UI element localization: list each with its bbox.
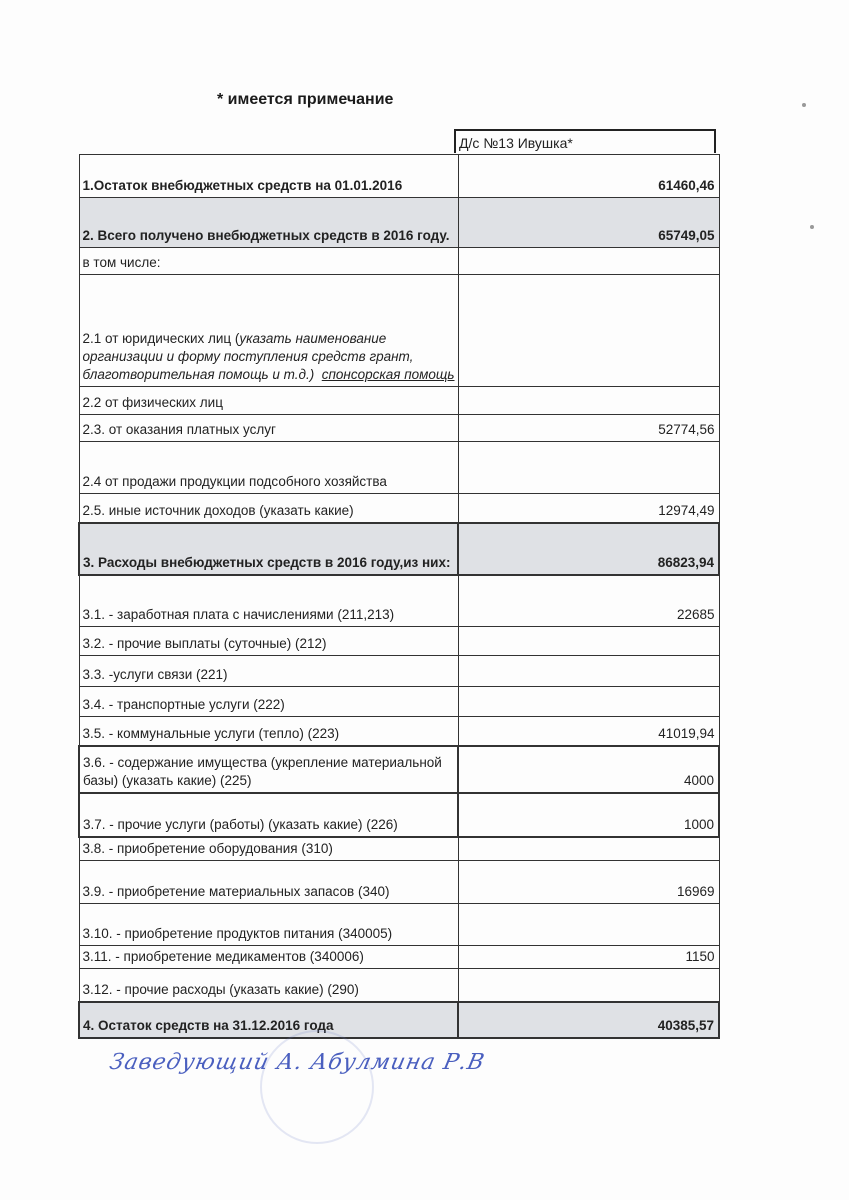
table-row [79,198,719,248]
row-label: 3.12. - прочие расходы (указать какие) (290) [79,968,458,1002]
finance-report-table [78,154,720,1039]
row-label: 3. Расходы внебюджетных средств в 2016 году,из них: [79,523,458,575]
note-heading: * имеется примечание [217,91,394,108]
table-row [79,387,719,415]
row-label: 3.5. - коммунальные услуги (тепло) (223) [79,717,458,746]
table-row [79,903,719,945]
table-row [79,945,719,968]
row-value [458,627,719,656]
column-header: Д/с №13 Ивушка* [454,129,716,153]
scan-speck [810,225,814,229]
table-row [79,523,719,575]
row-label: 3.3. -услуги связи (221) [79,656,458,687]
row-label: 3.7. - прочие услуги (работы) (указать какие) (226) [79,793,458,837]
row-value: 4000 [458,746,719,793]
row-value: 22685 [458,575,719,627]
row-value: 1000 [458,793,719,837]
row-value [458,656,719,687]
table-row [79,155,719,198]
table-row [79,793,719,837]
table-row [79,687,719,717]
row-value: 86823,94 [458,523,719,575]
row-label: в том числе: [79,248,458,275]
row-label: 3.10. - приобретение продуктов питания (340005) [79,903,458,945]
row-label: 3.4. - транспортные услуги (222) [79,687,458,717]
row-value [458,275,719,387]
row-label: 3.8. - приобретение оборудования (310) [79,837,458,861]
table-row [79,746,719,793]
table-row [79,415,719,442]
table-row [79,860,719,903]
row-value: 52774,56 [458,415,719,442]
row-value: 65749,05 [458,198,719,248]
scan-mark [335,14,425,20]
row-label: 2. Всего получено внебюджетных средств в 2016 году. [79,198,458,248]
row-label: 3.2. - прочие выплаты (суточные) (212) [79,627,458,656]
row-label: 1.Остаток внебюджетных средств на 01.01.2016 [79,155,458,198]
row-value [458,248,719,275]
scan-speck [802,103,806,107]
row-value: 1150 [458,945,719,968]
row-value [458,442,719,494]
row-value: 40385,57 [458,1002,719,1038]
table-row [79,837,719,861]
row-label: 2.5. иные источник доходов (указать какие) [79,494,458,523]
row-label: 2.2 от физических лиц [79,387,458,415]
row-value [458,903,719,945]
table-row [79,575,719,627]
table-row [79,656,719,687]
table-row [79,442,719,494]
row-label: 3.9. - приобретение материальных запасов (340) [79,860,458,903]
row-value: 61460,46 [458,155,719,198]
row-value [458,387,719,415]
table-row [79,494,719,523]
row-value [458,968,719,1002]
row-label: 3.6. - содержание имущества (укрепление материальной базы) (указать какие) (225) [79,746,458,793]
row-label: 2.3. от оказания платных услуг [79,415,458,442]
table-row [79,275,719,387]
row-label: 4. Остаток средств на 31.12.2016 года [79,1002,458,1038]
row-value: 16969 [458,860,719,903]
row-label: 2.1 от юридических лиц (указать наименование организации и форму поступления средств грант, благотворительная помощь и т.д.) спонсорская помощь [79,275,458,387]
table-row [79,968,719,1002]
table-row [79,1002,719,1038]
official-stamp [260,1030,374,1144]
row-value: 12974,49 [458,494,719,523]
handwritten-signature: Заведующий А. Абулмина Р.В [107,1050,488,1075]
table-row [79,627,719,656]
row-value [458,687,719,717]
table-row [79,248,719,275]
table-row [79,717,719,746]
row-label: 2.4 от продажи продукции подсобного хозяйства [79,442,458,494]
row-value: 41019,94 [458,717,719,746]
row-label: 3.1. - заработная плата с начислениями (211,213) [79,575,458,627]
row-value [458,837,719,861]
row-label: 3.11. - приобретение медикаментов (340006) [79,945,458,968]
